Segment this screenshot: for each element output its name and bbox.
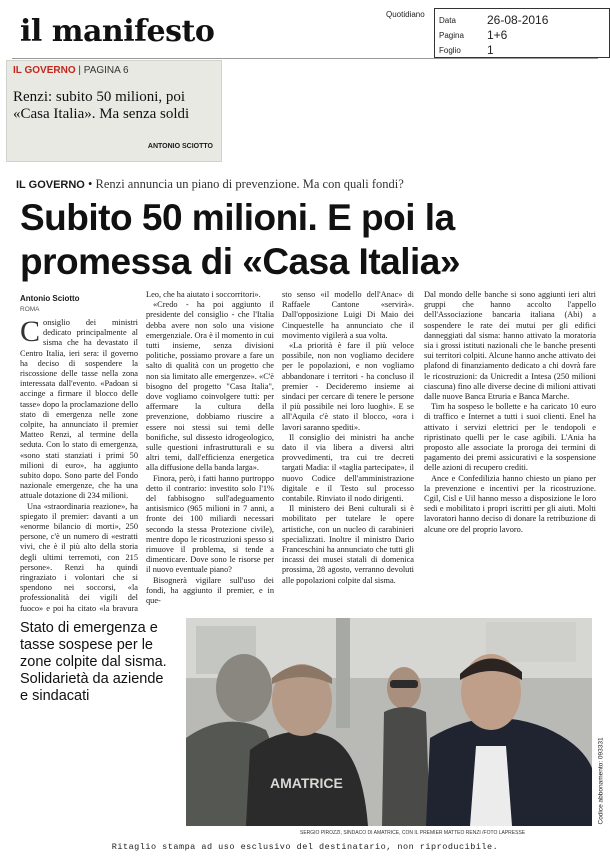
paragraph: Ance e Confedilizia hanno chiesto un piano per la prevenzione e incentivi per la ricostruzione. Cgil, Cisl e Uil hanno messo a disposizione le loro sedi e mobilitato i propri iscritti per gli aiuti. Molti lavoratori hanno deciso di donare la retribuzione di alcune ore del proprio lavoro. [424,473,596,534]
paragraph: Una «straordinaria reazione», ha spiegato il premier: davanti a un «enorme bilancio di morti», 250 persone, c'è un numero di «estratti vivi, che è il più alto della storia degli ultimi terremoti, con 215 persone». Renzi ha quindi ringraziato i volontari che si spendono nei soccorsi, «la professionalità dei vigili del fuoco» e poi ha citato «la bravura [20,501,138,613]
publication-type: Quotidiano [386,10,425,19]
pull-quote: Stato di emergenza e tasse sospese per le zone colpite dal sisma. Solidarietà da aziende e sindacati [20,620,167,704]
paragraph: Leo, che ha aiutato i soccorritori». [146,290,261,299]
shirt-print: AMATRICE [270,775,343,791]
photo-illustration [186,618,592,826]
article-column-1 [20,318,138,614]
paragraph: Tim ha sospeso le bollette e ha caricato 10 euro di traffico e Internet a tutti i suoi clienti. Enel ha attivato i servizi elettrici per le tendopoli e ripristinato quelli per le case agibili. L'Ania ha proposto alle associate la proroga dei termini di pagamento dei premi assicurativi e la sospensione delle azioni di recupero crediti. [424,402,596,473]
section-summary: IL GOVERNO • Renzi annuncia un piano di prevenzione. Ma con quali fondi? [16,177,404,191]
article-column-2 [146,290,274,616]
article-byline: Antonio Sciotto [20,294,80,303]
paragraph: Consiglio dei ministri dedicato principalmente al sisma che ha devastato il Centro Italia, ieri sera: il governo ha deciso di sospendere la riscossione delle tasse nella zona interessata dall'evento. «Padoan si accinge a firmare il blocco delle tasse» dopo la proclamazione dello stato di emergenza nelle zone colpite, ha annunciato il premier Matteo Renzi, al termine della seduta. Con lo stato di emergenza, «sono stati stanziati i primi 50 milioni di euro», ha aggiunto subito dopo. Sono parte del Fondo nazionale emergenze, che ha una attuale dotazione di 234 milioni. [20,318,138,501]
paragraph: «La priorità è fare il più veloce possibile, non non vogliamo decidere per le popolazioni, e non vogliamo abbandonare i territori - ha concluso il premier - Decideremo insieme ai sindaci per cercare di tenere le persone il più possibile nei loro luoghi». E se all'Aquila c'è stato il blocco, «ora i lavori saranno spediti». [282,341,414,432]
front-page-teaser [6,60,222,162]
photo-caption: SERGIO PIROZZI, SINDACO DI AMATRICE, CON IL PREMIER MATTEO RENZI /FOTO LAPRESSE [300,830,526,836]
subscription-code: Codice abbonamento: 093331 [597,737,605,825]
header-rule [12,58,598,59]
newspaper-logo: il manifesto [20,14,215,49]
masthead [12,8,598,58]
paragraph: Il consiglio dei ministri ha anche dato il via libera a diversi altri provvedimenti, tra cui tre decreti targati Madia: il «taglia partecipate», il nuovo Codice dell'amministrazione digitale e il Testo sul processo contabile. Rinviato il nodo dirigenti. [282,432,414,504]
drop-cap: C [20,318,41,348]
paragraph: Dal mondo delle banche si sono aggiunti ieri altri gruppi che hanno accolto l'appello dell'Associazione bancaria italiana (Abi) a sospendere le rate dei mutui per gli edifici danneggiati dal sisma: hanno attivato la moratoria sia i grossi istituti nazionali che le banche presenti sui territori colpiti. Alcune hanno anche attivato dei plafond di finanziamento dedicato a chi dovrà fare le ricostruzioni: da Unicredit a Intesa (250 milioni ciascuna) fino alle diverse decine di milioni attivati dalle nuove Banca Etruria e Banca Marche. [424,290,596,402]
article-column-4 [424,290,596,616]
paragraph: Bisognerà vigilare sull'uso dei fondi, ha aggiunto il premier, e in que- [146,575,274,606]
article-column-3 [282,290,414,616]
clipping-disclaimer: Ritaglio stampa ad uso esclusivo del destinatario, non riproducibile. [111,842,499,852]
paragraph: Finora, però, i fatti hanno purtroppo detto il contrario: investito solo l'1% del fabbisogno sull'adeguamento antisismico (965 milioni in 7 anni, a fronte dei 100 miliardi necessari secondo la stessa Protezione civile), mentre dopo le ricostruzioni spesso si rimuove il problema, si tende a dimenticare. Dove sono le risorse per il nuovo eventuale piano? [146,473,274,575]
paragraph: «Credo - ha poi aggiunto il presidente del consiglio - che l'Italia debba avere non solo una visione emergenziale. Ora è il momento in cui tutti insieme, senza divisioni politiche, possiamo provare a fare un salto di qualità con un progetto che non sia limitato alle emergenze». «C'è bisogno del progetto "Casa Italia", dove vogliamo coinvolgere tutti: per affermare la cultura della prevenzione, dobbiamo riuscire a essere noi stessi sui temi delle bonifiche, sul dissesto idrogeologico, sulle questioni infrastrutturali e su altri temi, dall'efficienza energetica alla diffusione della banda larga». [146,300,274,473]
teaser-author: ANTONIO SCIOTTO [147,143,213,150]
teaser-title: Renzi: subito 50 milioni, poi «Casa Italia». Ma senza soldi [13,89,190,122]
paragraph: Il ministero dei Beni culturali si è mobilitato per tutelare le opere artistiche, con un nucleo di carabinieri specializzati. Inoltre il ministro Dario Franceschini ha annunciato che tutti gli incassi dei musei statali di domenica prossima, 28 agosto, verranno devoluti alle popolazioni colpite dal sisma. [282,504,414,585]
clipping-meta-box: Data 26-08-2016 Pagina 1+6 Foglio 1 [434,8,610,58]
article-headline: Subito 50 milioni. E poi la promessa di «Casa Italia» [20,197,460,282]
article-dateline: ROMA [20,306,40,313]
article-photo [186,618,592,826]
teaser-kicker: IL GOVERNO | PAGINA 6 [13,65,129,76]
paragraph: sto senso «il modello dell'Anac» di Raffaele Cantone «servirà». Dall'opposizione Luigi Di Maio dei Cinquestelle ha annunciato che il movimento vigilerà a sua volta. [282,290,414,340]
